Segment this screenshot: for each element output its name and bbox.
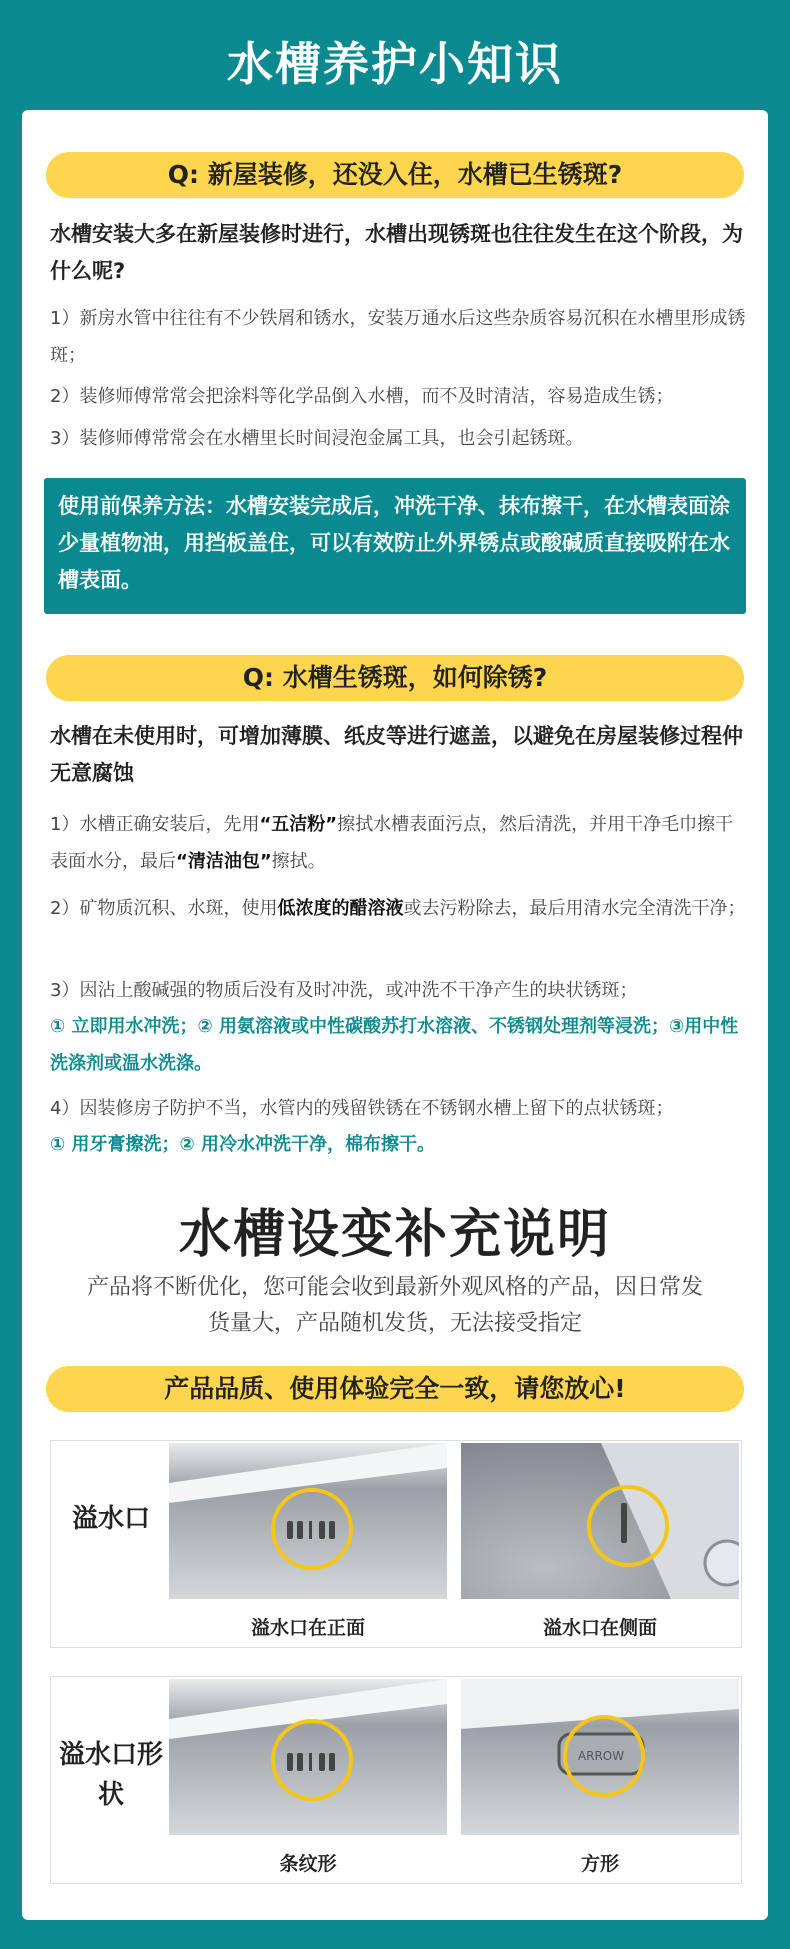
question-banner-1: Q: 新屋装修，还没入住，水槽已生锈斑? [46,152,744,198]
compare-label: 溢水口形状 [58,1740,163,1810]
q1-item-3: 3）装修师傅常常会在水槽里长时间浸泡金属工具，也会引起锈斑。 [50,428,584,449]
notice-banner: 产品品质、使用体验完全一致，请您放心! [46,1366,744,1412]
q2-item-3: 3）因沾上酸碱强的物质后没有及时冲洗，或冲洗不干净产生的块状锈斑； [50,980,638,1001]
q2-lead: 水槽在未使用时，可增加薄膜、纸皮等进行遮盖，以避免在房屋装修过程仲无意腐蚀 [50,724,743,785]
highlight-ring [271,1719,353,1801]
care-tip-box: 使用前保养方法：水槽安装完成后，冲洗干净、抹布擦干，在水槽表面涂少量植物油，用挡板盖住，可以有效防止外界锈点或酸碱质直接吸附在水槽表面。 [44,478,746,614]
question-banner-2: Q: 水槽生锈斑，如何除锈? [46,655,744,701]
sink-side-overflow-photo [461,1443,739,1599]
notice-desc: 产品将不断优化，您可能会收到最新外观风格的产品，因日常发货量大，产品随机发货，无法接受指定 [86,1275,703,1336]
highlight-ring [587,1485,669,1567]
sink-square-overflow-photo [461,1679,739,1835]
q2-item-4-fix: ① 用牙膏擦洗；② 用冷水冲洗干净，棉布擦干。 [50,1134,436,1155]
page-title: 水槽养护小知识 [227,37,563,91]
arrow-text: ARROW [577,1749,625,1763]
caption-front: 溢水口在正面 [250,1617,365,1639]
highlight-ring [563,1715,645,1797]
q2-item-3-fix: ① 立即用水冲洗；② 用氨溶液或中性碳酸苏打水溶液、不锈钢处理剂等浸洗；③用中性洗涤剂或温水洗涤。 [50,1016,739,1074]
q2-item-1: 1）水槽正确安装后，先用“五洁粉”擦拭水槽表面污点，然后清洗，并用干净毛巾擦干表面水分，最后“清洁油包”擦拭。 [50,814,734,872]
compare-box-overflow-shape [50,1676,742,1884]
q1-item-2: 2）装修师傅常常会把涂料等化学品倒入水槽，而不及时清洁，容易造成生锈； [50,386,674,407]
caption-striped: 条纹形 [279,1853,337,1875]
compare-box-overflow-position [50,1440,742,1648]
q2-item-2: 2）矿物质沉积、水斑，使用低浓度的醋溶液或去污粉除去，最后用清水完全清洗干净； [50,898,746,919]
sink-striped-overflow-photo [169,1679,447,1835]
caption-side: 溢水口在侧面 [542,1617,657,1639]
q1-item-1: 1）新房水管中往往有不少铁屑和锈水，安装万通水后这些杂质容易沉积在水槽里形成锈斑； [50,308,746,366]
highlight-ring [271,1488,353,1570]
caption-square: 方形 [580,1853,619,1875]
notice-title: 水槽设变补充说明 [178,1205,611,1265]
content-card [22,110,768,1920]
sink-front-overflow-photo [169,1443,447,1599]
compare-label: 溢水口 [71,1504,150,1534]
q1-lead: 水槽安装大多在新屋装修时进行，水槽出现锈斑也往往发生在这个阶段，为什么呢? [50,222,743,283]
q2-item-4: 4）因装修房子防护不当，水管内的残留铁锈在不锈钢水槽上留下的点状锈斑； [50,1098,674,1119]
